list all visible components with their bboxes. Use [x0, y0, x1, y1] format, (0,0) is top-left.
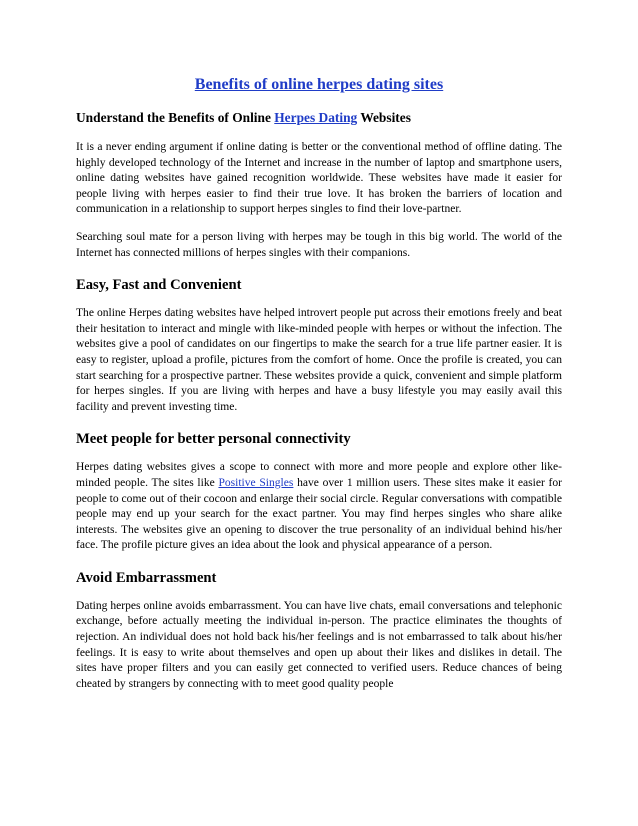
section-body-avoid-embarrassment: Dating herpes online avoids embarrassment. You can have live chats, email conversations and telephonic exchange, before actually meeting the individual in-person. The practice eliminates the thoughts of rejection. An individual does not hold back his/her feelings and is not embarrassed to talk about his/her feelings. It is easy to write about themselves and open up about their likes and dislikes in detail. The sites have proper filters and you can easily get connected to verified users. Reduce chances of being cheated by strangers by connecting with to meet good quality people — [76, 599, 562, 690]
intro-paragraph-1: It is a never ending argument if online dating is better or the conventional method of offline dating. The highly developed technology of the Internet and increase in the number of laptop and smartphone users, online dating websites have gained recognition worldwide. These websites have made it easier for people living with herpes easier to find their true love. It has broken the barriers of location and communication in a relationship to support herpes singles to find their love-partner. — [76, 141, 562, 216]
section-body-meet-people — [76, 460, 562, 554]
subheading-text-before: Understand the Benefits of Online — [76, 110, 275, 125]
document-body — [76, 110, 562, 704]
intro-paragraph-2: Searching soul mate for a person living with herpes may be tough in this big world. The world of the Internet has connected millions of herpes singles with their companions. — [76, 230, 562, 259]
section-heading-meet-people: Meet people for better personal connectivity — [76, 431, 351, 448]
subheading — [76, 110, 562, 126]
subheading-text-after: Websites — [357, 110, 411, 125]
page-title: Benefits of online herpes dating sites — [194, 76, 444, 93]
meet-people-text-after: have over 1 million users. These sites make it easier for people to come out of their cocoon and enlarge their social circle. Regular conversations with compatible people may end up your search for the exact partner. You may find herpes singles who share alike interests. The websites give an opening to discover the true personality of an individual behind his/her face. The profile picture gives an idea about the look and physical appearance of a person. — [76, 476, 562, 552]
herpes-dating-link[interactable]: Herpes Dating — [274, 110, 358, 125]
section-heading-avoid-embarrassment: Avoid Embarrassment — [76, 569, 217, 586]
meet-people-text-before: Herpes dating websites gives a scope to connect with more and more people and explore other like-minded people. The sites like — [76, 461, 562, 489]
section-heading-easy-fast: Easy, Fast and Convenient — [76, 277, 242, 294]
section-body-easy-fast: The online Herpes dating websites have helped introvert people put across their emotions freely and beat their hesitation to interact and mingle with like-minded people with herpes or without the infection. The websites give a pool of candidates on our fingertips to make the search for a true life partner easier. It is easy to register, upload a profile, pictures from the comfort of home. Once the profile is created, you can start searching for a prospective partner. These websites provide a quick, convenient and simple platform for herpes singles. If you are living with herpes and have a busy lifestyle you may easily avail this facility and prevent investing time. — [76, 307, 562, 413]
positive-singles-link[interactable]: Positive Singles — [218, 476, 294, 489]
